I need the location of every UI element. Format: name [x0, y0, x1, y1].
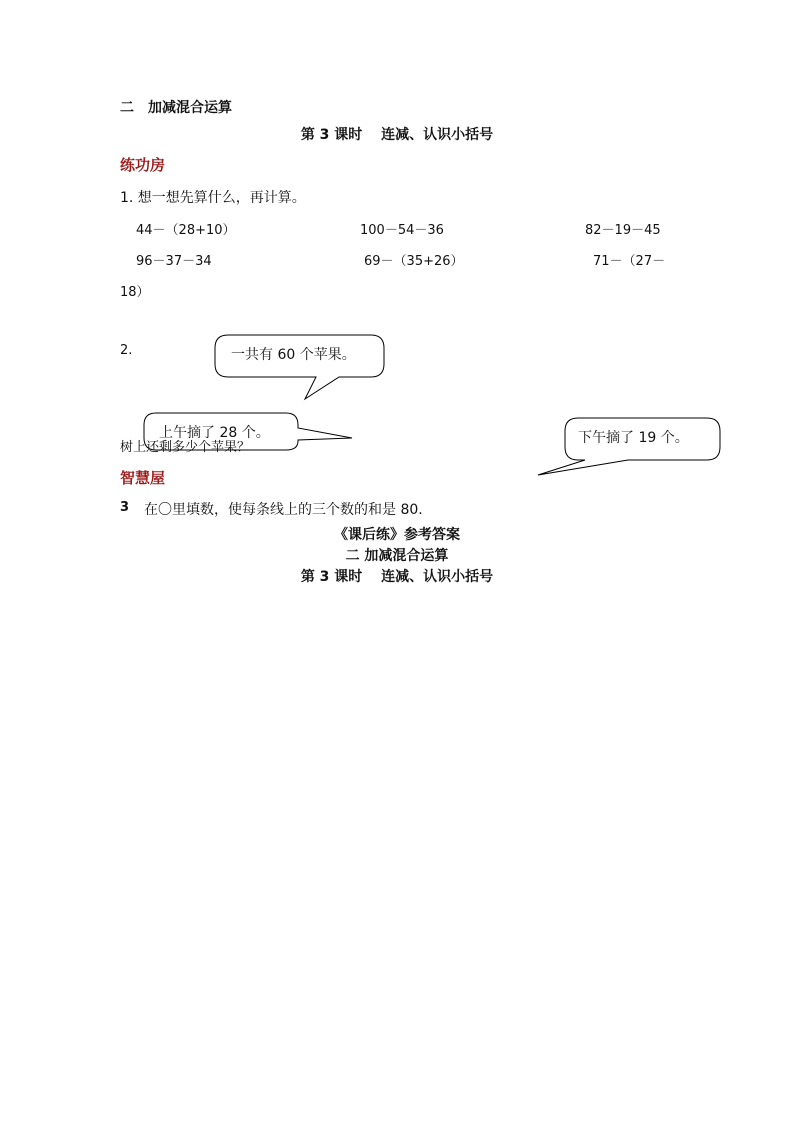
expression-3: 82－19－45: [585, 223, 661, 238]
lesson-title: 第 3 课时 连减、认识小括号: [300, 127, 494, 143]
unit-heading: 二 加减混合运算: [120, 100, 232, 116]
question-2-text: 树上还剩多少个苹果？: [120, 440, 251, 455]
bubble-afternoon-text: 下午摘了 19 个。: [578, 430, 689, 446]
question-3-number: 3: [120, 500, 130, 515]
question-2-number: 2.: [120, 343, 133, 358]
expression-1: 44－（28+10）: [136, 223, 236, 238]
question-1-prompt: 1. 想一想先算什么，再计算。: [120, 190, 306, 206]
bubble-morning-text: 上午摘了 28 个。: [159, 425, 270, 441]
section-practice-title: 练功房: [120, 156, 166, 174]
section-wisdom-title: 智慧屋: [120, 469, 166, 487]
expression-5: 69－（35+26）: [364, 254, 464, 269]
answer-key-title: 《课后练》参考答案: [334, 527, 460, 543]
expression-6: 71－（27－: [593, 254, 666, 269]
answer-key-unit: 二 加减混合运算: [345, 548, 449, 564]
expression-2: 100－54－36: [360, 223, 444, 238]
bubble-total-text: 一共有 60 个苹果。: [231, 347, 356, 363]
answer-key-lesson: 第 3 课时 连减、认识小括号: [300, 569, 494, 585]
expression-4: 96－37－34: [136, 254, 212, 269]
question-3-text: 在〇里填数，使每条线上的三个数的和是 80.: [144, 502, 423, 518]
expression-6-wrap: 18）: [120, 285, 150, 300]
